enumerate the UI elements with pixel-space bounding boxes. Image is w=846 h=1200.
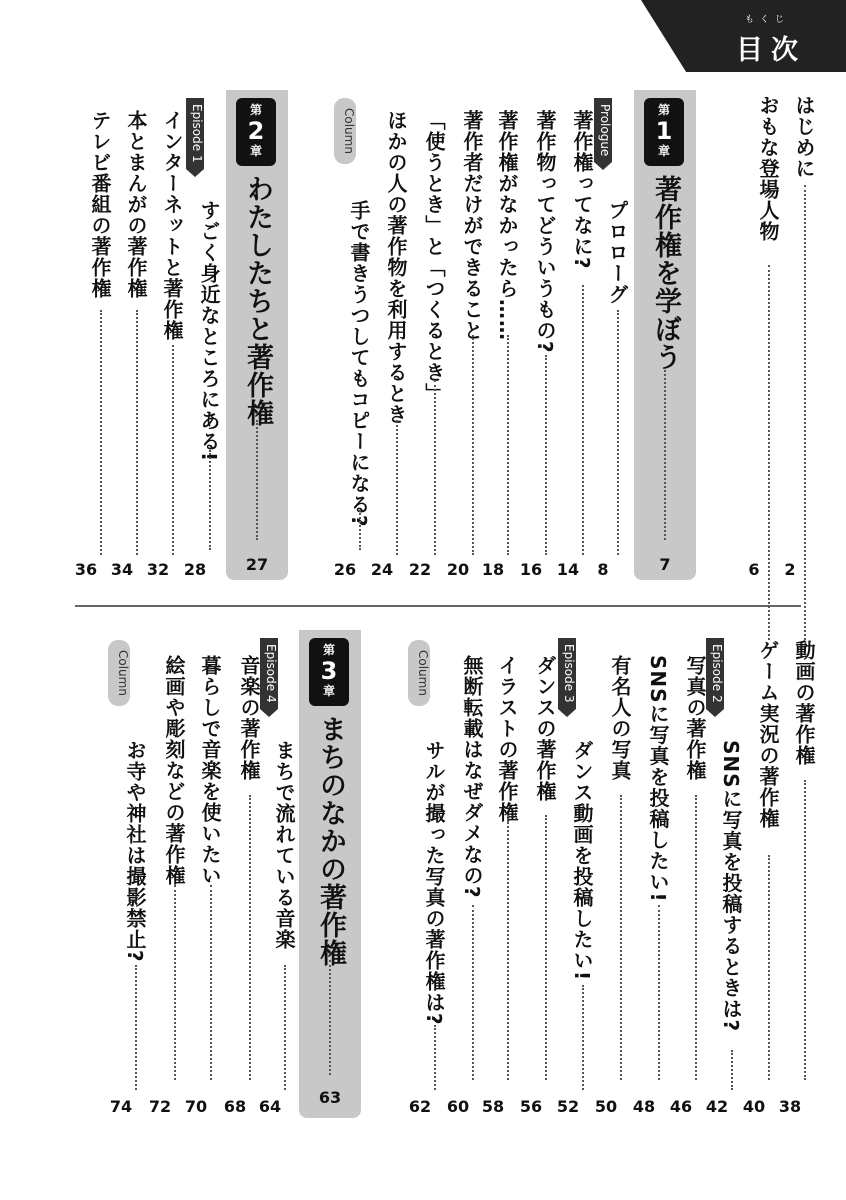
toc-entry[interactable] <box>121 740 150 963</box>
dot-leader <box>434 1025 436 1090</box>
page-number: 58 <box>481 1097 505 1116</box>
page-title: 目次 <box>736 35 806 66</box>
entry-title: SNSに写真を投稿したい! <box>646 655 670 903</box>
toc-entry[interactable] <box>420 740 449 1026</box>
toc-entry[interactable] <box>493 655 522 823</box>
dot-leader <box>256 420 258 540</box>
toc-entry[interactable] <box>531 655 560 802</box>
toc-header <box>641 0 846 72</box>
page-number: 26 <box>333 560 357 579</box>
page-number: 2 <box>784 560 796 579</box>
toc-entry[interactable] <box>790 640 819 766</box>
entry-title: 著作物ってどういうもの? <box>533 110 557 354</box>
page-number: 28 <box>183 560 207 579</box>
toc-entry[interactable] <box>420 110 449 404</box>
dot-leader <box>472 905 474 1080</box>
dot-leader <box>359 510 361 550</box>
page-number: 22 <box>408 560 432 579</box>
page-number: 40 <box>742 1097 766 1116</box>
toc-entry[interactable] <box>86 110 115 299</box>
page-number: 50 <box>594 1097 618 1116</box>
dot-leader <box>396 420 398 555</box>
dot-leader <box>210 885 212 1080</box>
page-number: 36 <box>74 560 98 579</box>
page-number: 48 <box>632 1097 656 1116</box>
dot-leader <box>249 795 251 1080</box>
page-number: 8 <box>597 560 609 579</box>
dot-leader <box>582 285 584 555</box>
dot-leader <box>768 855 770 1080</box>
toc-entry[interactable] <box>603 200 632 305</box>
entry-title: すごく身近なところにある! <box>197 200 221 463</box>
entry-title: はじめに <box>792 95 816 179</box>
dot-leader <box>135 965 137 1090</box>
dot-leader <box>731 1050 733 1090</box>
entry-title: 著作者だけができること <box>460 110 484 341</box>
toc-entry[interactable] <box>270 740 299 950</box>
entry-title: インターネットと著作権 <box>160 110 184 341</box>
entry-title: 動画の著作権 <box>792 640 816 766</box>
page-number: 42 <box>705 1097 729 1116</box>
entry-title: 「使うとき」と「つくるとき」 <box>422 110 446 404</box>
dot-leader <box>620 795 622 1080</box>
entry-title: お寺や神社は撮影禁止? <box>123 740 147 963</box>
entry-title: ゲーム実況の著作権 <box>756 640 780 829</box>
toc-entry[interactable] <box>681 655 710 781</box>
page-number: 68 <box>223 1097 247 1116</box>
dot-leader <box>209 450 211 550</box>
chapter-prefix: 第 <box>657 103 670 117</box>
dot-leader <box>545 355 547 555</box>
toc-entry[interactable] <box>458 110 487 341</box>
page-number: 34 <box>110 560 134 579</box>
column-tag: Column <box>108 640 130 706</box>
toc-entry-intro[interactable] <box>790 95 819 179</box>
entry-title: まちで流れている音楽 <box>272 740 296 950</box>
page-number: 62 <box>408 1097 432 1116</box>
section-divider <box>75 605 801 607</box>
page-number: 6 <box>748 560 760 579</box>
dot-leader <box>507 335 509 555</box>
chapter-1-number <box>644 98 684 166</box>
episode-3-tag: Episode 3 <box>558 638 576 709</box>
page-number: 20 <box>446 560 470 579</box>
dot-leader <box>174 885 176 1080</box>
entry-title: ほかの人の著作物を利用するとき <box>384 110 408 425</box>
entry-title: おもな登場人物 <box>756 95 780 242</box>
chapter-2-page: 27 <box>245 555 269 574</box>
entry-title: イラストの著作権 <box>495 655 519 823</box>
dot-leader <box>664 370 666 540</box>
chapter-number: 2 <box>247 117 265 146</box>
toc-entry[interactable] <box>160 655 189 886</box>
toc-entry[interactable] <box>568 740 597 981</box>
toc-entry[interactable] <box>122 110 151 299</box>
chapter-2-title: わたしたちと著作権 <box>242 175 273 427</box>
dot-leader <box>617 310 619 555</box>
entry-title: ダンスの著作権 <box>533 655 557 802</box>
dot-leader <box>507 815 509 1080</box>
chapter-number: 1 <box>655 117 673 146</box>
page-number: 56 <box>519 1097 543 1116</box>
page-number: 74 <box>109 1097 133 1116</box>
entry-title: ダンス動画を投稿したい! <box>570 740 594 982</box>
entry-title: 著作権ってなに? <box>570 110 594 270</box>
page-number: 72 <box>148 1097 172 1116</box>
chapter-suffix: 章 <box>249 144 262 159</box>
page-number: 60 <box>446 1097 470 1116</box>
column-tag: Column <box>334 98 356 164</box>
chapter-1-title: 著作権を学ぼう <box>650 175 681 371</box>
chapter-prefix: 第 <box>249 103 262 117</box>
toc-entry[interactable] <box>493 110 522 341</box>
page-number: 32 <box>146 560 170 579</box>
entry-title: 音楽の著作権 <box>237 655 261 781</box>
entry-title: 写真の著作権 <box>683 655 707 781</box>
toc-entry[interactable] <box>345 200 374 528</box>
toc-entry[interactable] <box>754 640 783 829</box>
page-number: 16 <box>519 560 543 579</box>
entry-title: テレビ番組の著作権 <box>88 110 112 299</box>
chapter-number: 3 <box>320 657 338 686</box>
dot-leader <box>329 960 331 1075</box>
entry-title: サルが撮った写真の著作権は? <box>422 740 446 1026</box>
page-number: 52 <box>556 1097 580 1116</box>
toc-entry[interactable] <box>644 655 673 903</box>
chapter-3-number <box>309 638 349 706</box>
column-tag: Column <box>408 640 430 706</box>
dot-leader <box>804 780 806 1080</box>
page-number: 38 <box>778 1097 802 1116</box>
entry-title: 絵画や彫刻などの著作権 <box>162 655 186 886</box>
chapter-suffix: 章 <box>657 144 670 159</box>
entry-title: プロローグ <box>605 200 629 305</box>
dot-leader <box>545 815 547 1080</box>
dot-leader <box>768 265 770 640</box>
toc-entry[interactable] <box>568 110 597 270</box>
entry-title: 無断転載はなぜダメなの? <box>460 655 484 899</box>
dot-leader <box>100 310 102 555</box>
dot-leader <box>136 310 138 555</box>
header-ruby: もくじ <box>744 15 790 25</box>
toc-entry-characters[interactable] <box>754 95 783 242</box>
chapter-1-page: 7 <box>659 555 671 574</box>
prologue-tag: Prologue <box>594 98 612 162</box>
chapter-prefix: 第 <box>322 643 335 657</box>
entry-title: 本とまんがの著作権 <box>124 110 148 299</box>
dot-leader <box>434 380 436 555</box>
chapter-3-title: まちのなかの著作権 <box>315 715 346 967</box>
entry-title: 手で書きうつしてもコピーになる? <box>347 200 371 528</box>
entry-title: 著作権がなかったら…… <box>495 110 519 341</box>
page-number: 70 <box>184 1097 208 1116</box>
dot-leader <box>695 795 697 1080</box>
toc-entry[interactable] <box>382 110 411 425</box>
episode-2-tag: Episode 2 <box>706 638 724 709</box>
dot-leader <box>472 335 474 555</box>
toc-entry[interactable] <box>531 110 560 354</box>
entry-title: SNSに写真を投稿するときは? <box>719 740 743 1033</box>
dot-leader <box>172 345 174 555</box>
toc-entry[interactable] <box>196 655 225 886</box>
episode-1-tag: Episode 1 <box>186 98 204 169</box>
entry-title: 有名人の写真 <box>608 655 632 781</box>
toc-entry[interactable] <box>158 110 187 341</box>
page-number: 18 <box>481 560 505 579</box>
page-number: 64 <box>258 1097 282 1116</box>
dot-leader <box>284 965 286 1090</box>
dot-leader <box>658 905 660 1080</box>
page-number: 24 <box>370 560 394 579</box>
chapter-2-number <box>236 98 276 166</box>
episode-4-tag: Episode 4 <box>260 638 278 709</box>
dot-leader <box>582 985 584 1090</box>
chapter-suffix: 章 <box>322 684 335 699</box>
entry-title: 暮らしで音楽を使いたい <box>198 655 222 886</box>
toc-entry[interactable] <box>717 740 746 1032</box>
toc-entry[interactable] <box>458 655 487 899</box>
toc-entry[interactable] <box>195 200 224 462</box>
page-number: 46 <box>669 1097 693 1116</box>
toc-entry[interactable] <box>235 655 264 781</box>
toc-entry[interactable] <box>606 655 635 781</box>
page-number: 14 <box>556 560 580 579</box>
chapter-3-page: 63 <box>318 1088 342 1107</box>
